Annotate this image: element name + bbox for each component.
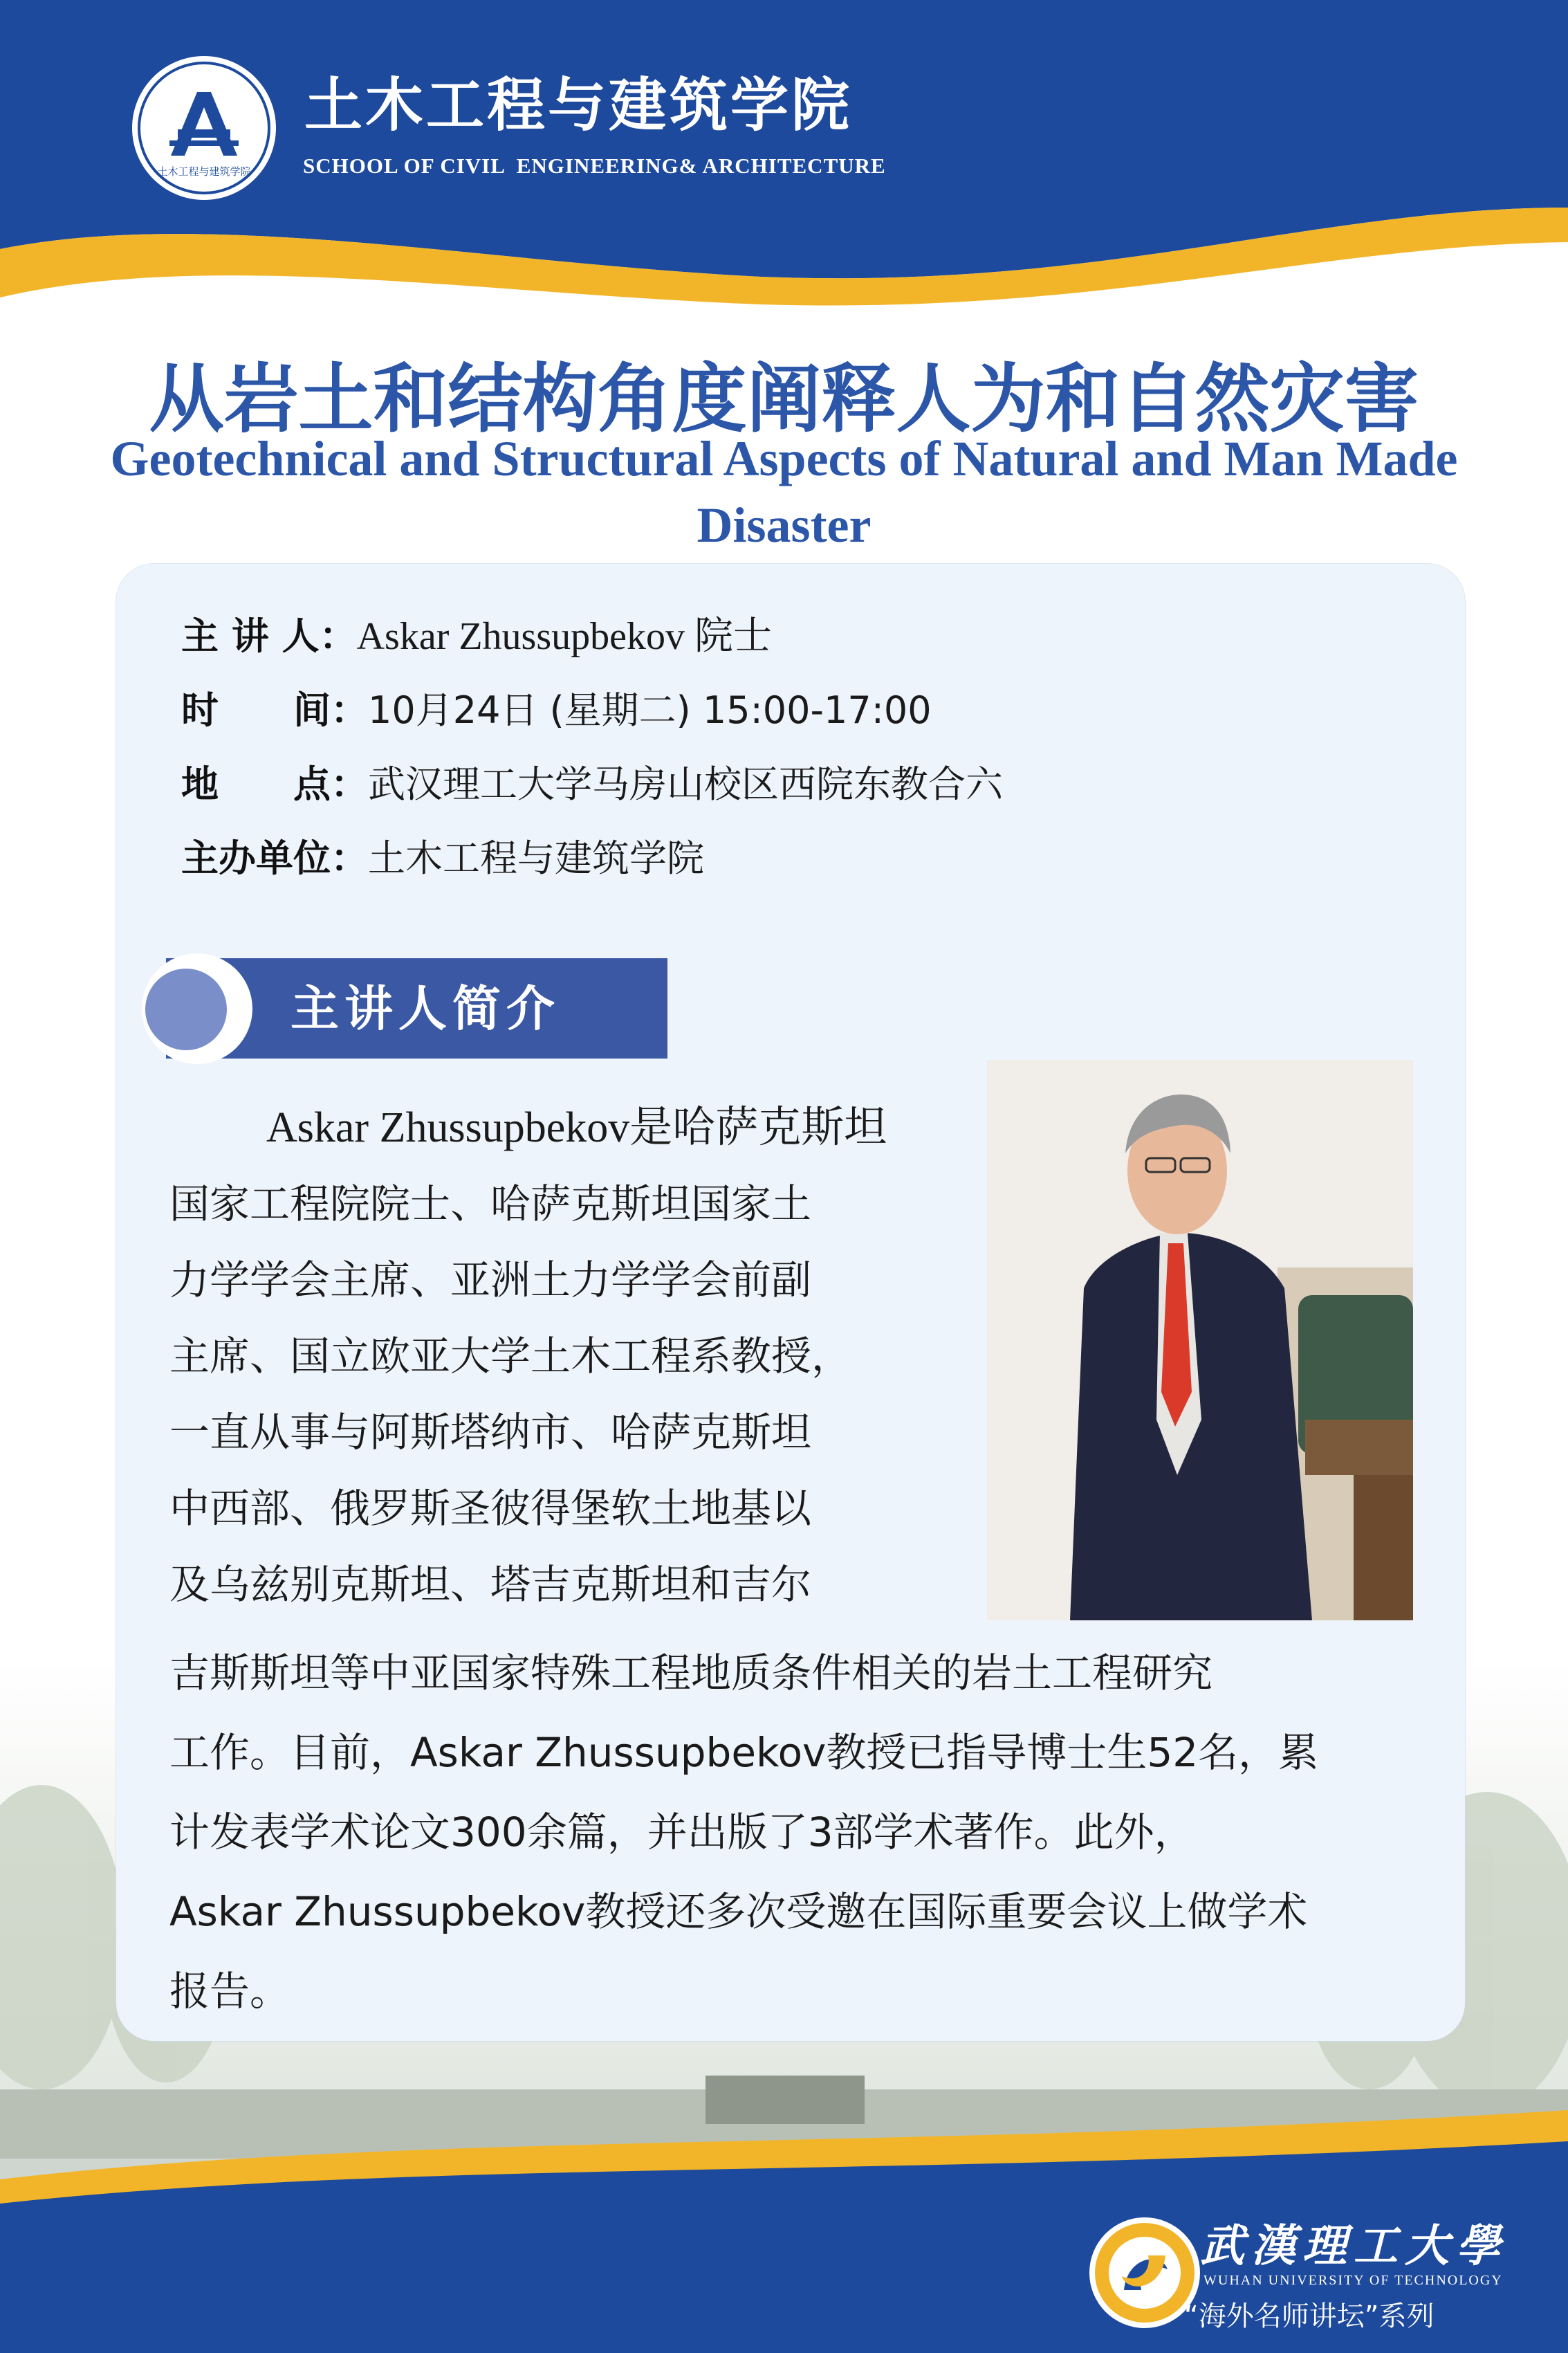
logo-text: 土木工程与建筑学院 [157, 165, 251, 178]
bio-line: 报告。 [169, 1968, 290, 2015]
place-row [181, 757, 1003, 812]
place-label: 地 点： [181, 762, 368, 806]
bio-line [266, 1090, 887, 1166]
bio-line: 主席、国立欧亚大学土木工程系教授， [169, 1333, 852, 1380]
lecture-title-en: Geotechnical and Structural Aspects of Natural and Man Made Disaster [110, 431, 1458, 553]
university-name-en: WUHAN UNIVERSITY OF TECHNOLOGY [1203, 2273, 1503, 2288]
bio-line: 吉斯斯坦等中亚国家特殊工程地质条件相关的岩土工程研究 [169, 1649, 1213, 1696]
speaker-row [181, 609, 772, 664]
time-row [181, 683, 932, 738]
host-label: 主办单位： [181, 836, 368, 880]
bio-line: 一直从事与阿斯塔纳市、哈萨克斯坦 [169, 1409, 812, 1456]
section-circle-icon [145, 969, 227, 1050]
time-value: 10月24日 (星期二) 15:00-17:00 [368, 688, 932, 732]
bio-line: 及乌兹别克斯坦、塔吉克斯坦和吉尔 [169, 1561, 812, 1608]
school-name-cn: 土木工程与建筑学院 [304, 71, 853, 139]
bio-line: 工作。目前，Askar Zhussupbekov教授已指导博士生52名，累 [169, 1729, 1319, 1776]
bio-line: 国家工程院院士、哈萨克斯坦国家土 [169, 1180, 812, 1227]
host-value: 土木工程与建筑学院 [368, 836, 704, 880]
college-logo [128, 52, 280, 204]
speaker-value: Askar Zhussupbekov 院士 [356, 615, 772, 658]
university-name-cn: 武漢理工大學 [1200, 2220, 1507, 2272]
host-row [181, 831, 704, 886]
bio-line-text: Askar Zhussupbekov是哈萨克斯坦 [266, 1104, 887, 1151]
bio-line: 力学学会主席、亚洲土力学学会前副 [169, 1256, 812, 1303]
bio-line: 中西部、俄罗斯圣彼得堡软土地基以 [169, 1485, 812, 1532]
lecture-series: “海外名师讲坛”系列 [1184, 2300, 1435, 2332]
bio-line: Askar Zhussupbekov教授还多次受邀在国际重要会议上做学术 [169, 1888, 1308, 1935]
time-label: 时 间： [181, 688, 368, 732]
school-name-en: SCHOOL OF CIVIL ENGINEERING& ARCHITECTURE [303, 154, 886, 178]
place-value: 武汉理工大学马房山校区西院东教合六 [368, 762, 1003, 806]
speaker-photo [987, 1060, 1413, 1620]
section-title: 主讲人简介 [290, 980, 560, 1037]
lecture-title-cn: 从岩土和结构角度阐释人为和自然灾害 [149, 356, 1419, 443]
bio-line: 计发表学术论文300余篇，并出版了3部学术著作。此外， [169, 1809, 1195, 1856]
speaker-label: 主 讲 人： [181, 614, 357, 658]
